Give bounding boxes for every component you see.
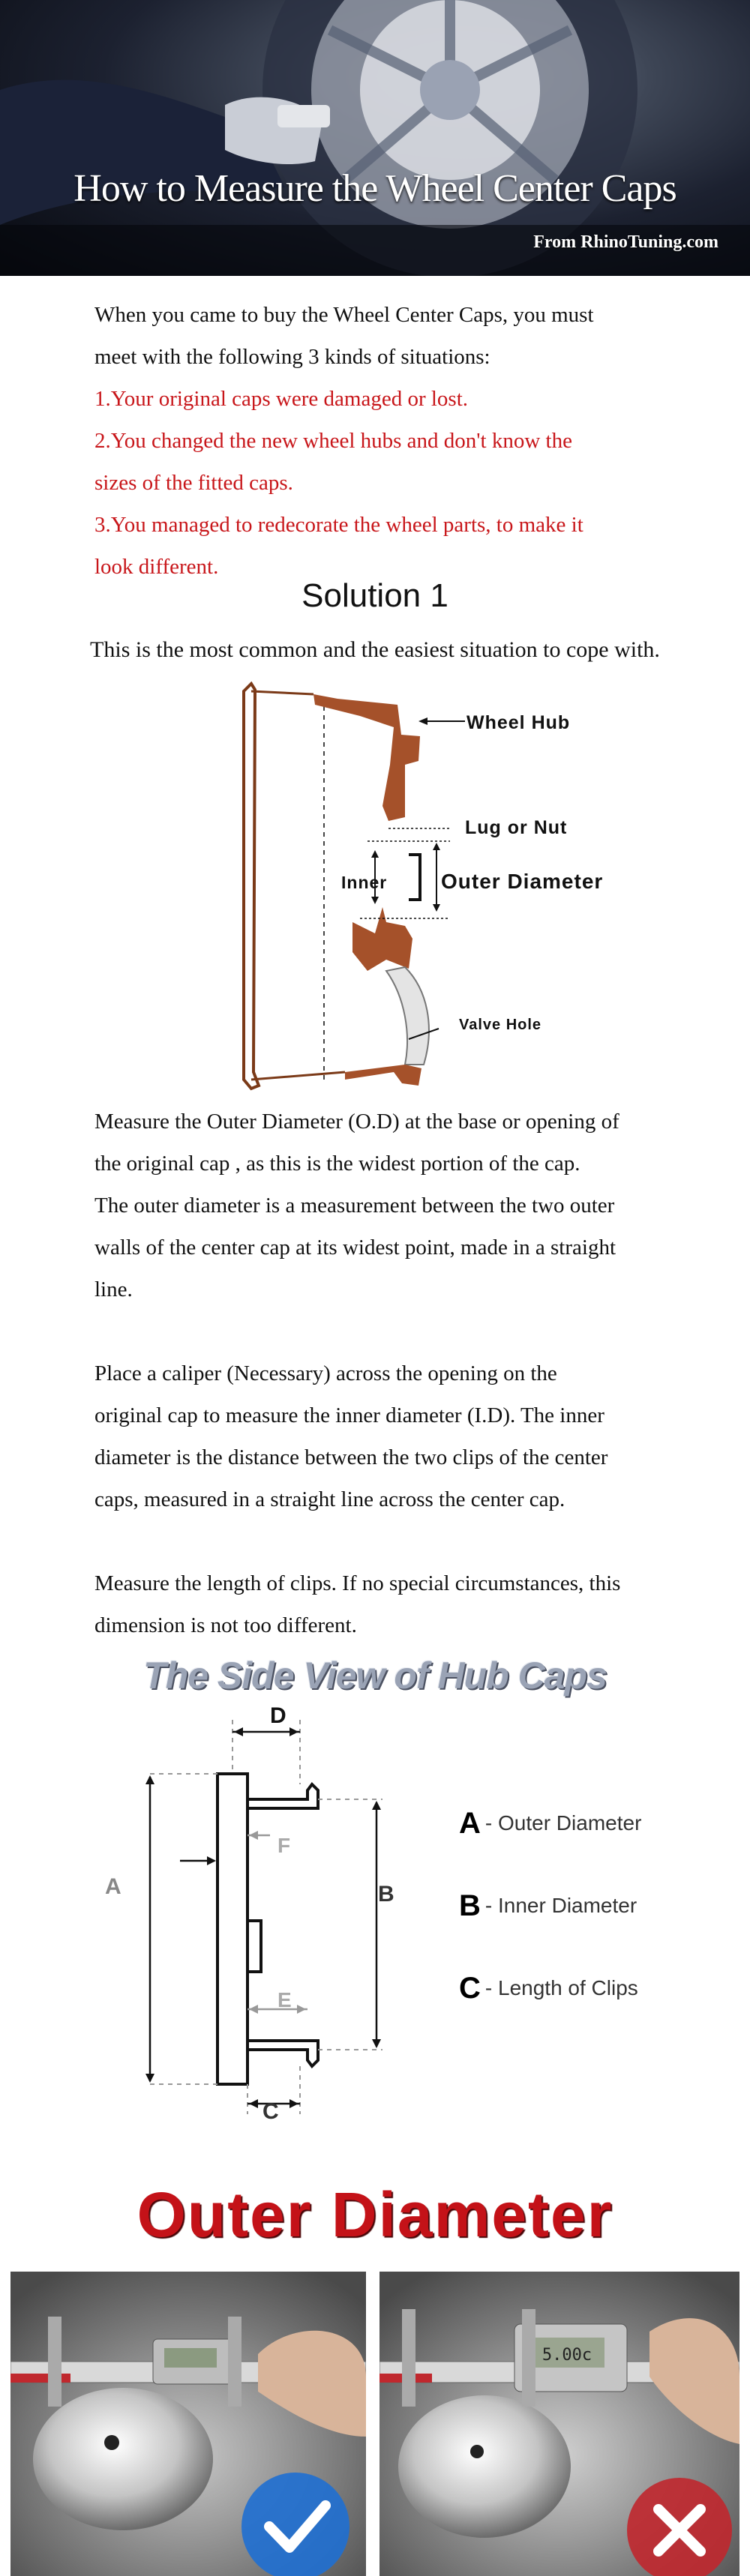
situation-2b: sizes of the fitted caps. <box>94 471 293 495</box>
photo-incorrect-measurement <box>380 2272 740 2576</box>
legend-clip-length <box>459 1972 638 2005</box>
solution-title: Solution 1 <box>302 577 448 614</box>
text-line: line. <box>94 1278 133 1301</box>
legend-letter: C <box>459 1972 481 2005</box>
text-line: original cap to measure the inner diameter (I.D). The inner <box>94 1403 604 1427</box>
caliper-photo-incorrect <box>380 2272 740 2576</box>
paragraph-outer-diameter <box>94 1101 680 1310</box>
legend-letter: B <box>459 1889 481 1922</box>
dimension-label-d: D <box>270 1703 287 1728</box>
dimension-label-e: E <box>278 1988 292 2011</box>
outer-diameter-heading: Outer Diameter <box>136 2179 614 2250</box>
text-line: walls of the center cap at its widest point, made in a straight <box>94 1236 616 1260</box>
text-line: The outer diameter is a measurement between the two outer <box>94 1194 615 1218</box>
solution-subtitle: This is the most common and the easiest situation to cope with. <box>90 637 660 662</box>
hero-banner <box>0 0 750 276</box>
text-line: the original cap , as this is the widest portion of the cap. <box>94 1152 580 1176</box>
dimension-label-a: A <box>105 1874 122 1899</box>
text-line: dimension is not too different. <box>94 1613 357 1637</box>
situation-3a: 3.You managed to redecorate the wheel parts, to make it <box>94 513 584 537</box>
intro-line-1: When you came to buy the Wheel Center Caps, you must <box>94 303 594 327</box>
side-view-title: The Side View of Hub Caps <box>143 1655 607 1697</box>
photo-correct-measurement <box>10 2272 366 2576</box>
outer-diameter-label: Outer Diameter <box>441 870 604 893</box>
situation-1: 1.Your original caps were damaged or lost. <box>94 387 468 411</box>
check-icon <box>242 2473 350 2576</box>
legend-text: - Length of Clips <box>484 1976 638 1999</box>
caliper-photo-correct <box>10 2272 366 2576</box>
caliper-reading: 5.00c <box>542 2346 592 2365</box>
situation-3b: look different. <box>94 555 219 579</box>
legend-letter: A <box>459 1807 481 1840</box>
valve-hole-label: Valve Hole <box>459 1017 542 1033</box>
lug-or-nut-label: Lug or Nut <box>465 817 568 838</box>
legend-text: - Outer Diameter <box>484 1811 642 1835</box>
wheel-hub-label: Wheel Hub <box>466 712 571 733</box>
intro-line-2: meet with the following 3 kinds of situations: <box>94 345 490 369</box>
dimension-label-f: F <box>278 1834 292 1857</box>
text-line: Measure the Outer Diameter (O.D) at the base or opening of <box>94 1110 620 1134</box>
text-line: Place a caliper (Necessary) across the opening on the <box>94 1361 557 1385</box>
dimension-label-b: B <box>378 1882 395 1907</box>
paragraph-clip-length <box>94 1562 680 1646</box>
text-line: diameter is the distance between the two clips of the center <box>94 1445 608 1469</box>
dimension-label-c: C <box>262 2099 280 2124</box>
inner-label: Inner <box>341 873 388 892</box>
situation-2a: 2.You changed the new wheel hubs and don't know the <box>94 429 572 453</box>
legend-text: - Inner Diameter <box>484 1894 638 1917</box>
page-title: How to Measure the Wheel Center Caps <box>74 167 676 210</box>
legend-inner-diameter <box>459 1889 637 1923</box>
legend-outer-diameter <box>459 1807 641 1841</box>
source-credit: From RhinoTuning.com <box>533 232 718 252</box>
paragraph-inner-diameter <box>94 1352 680 1520</box>
hub-cap-side-view-diagram <box>82 1702 442 2167</box>
text-line: caps, measured in a straight line across the center cap. <box>94 1487 566 1511</box>
text-line: Measure the length of clips. If no special circumstances, this <box>94 1571 621 1595</box>
